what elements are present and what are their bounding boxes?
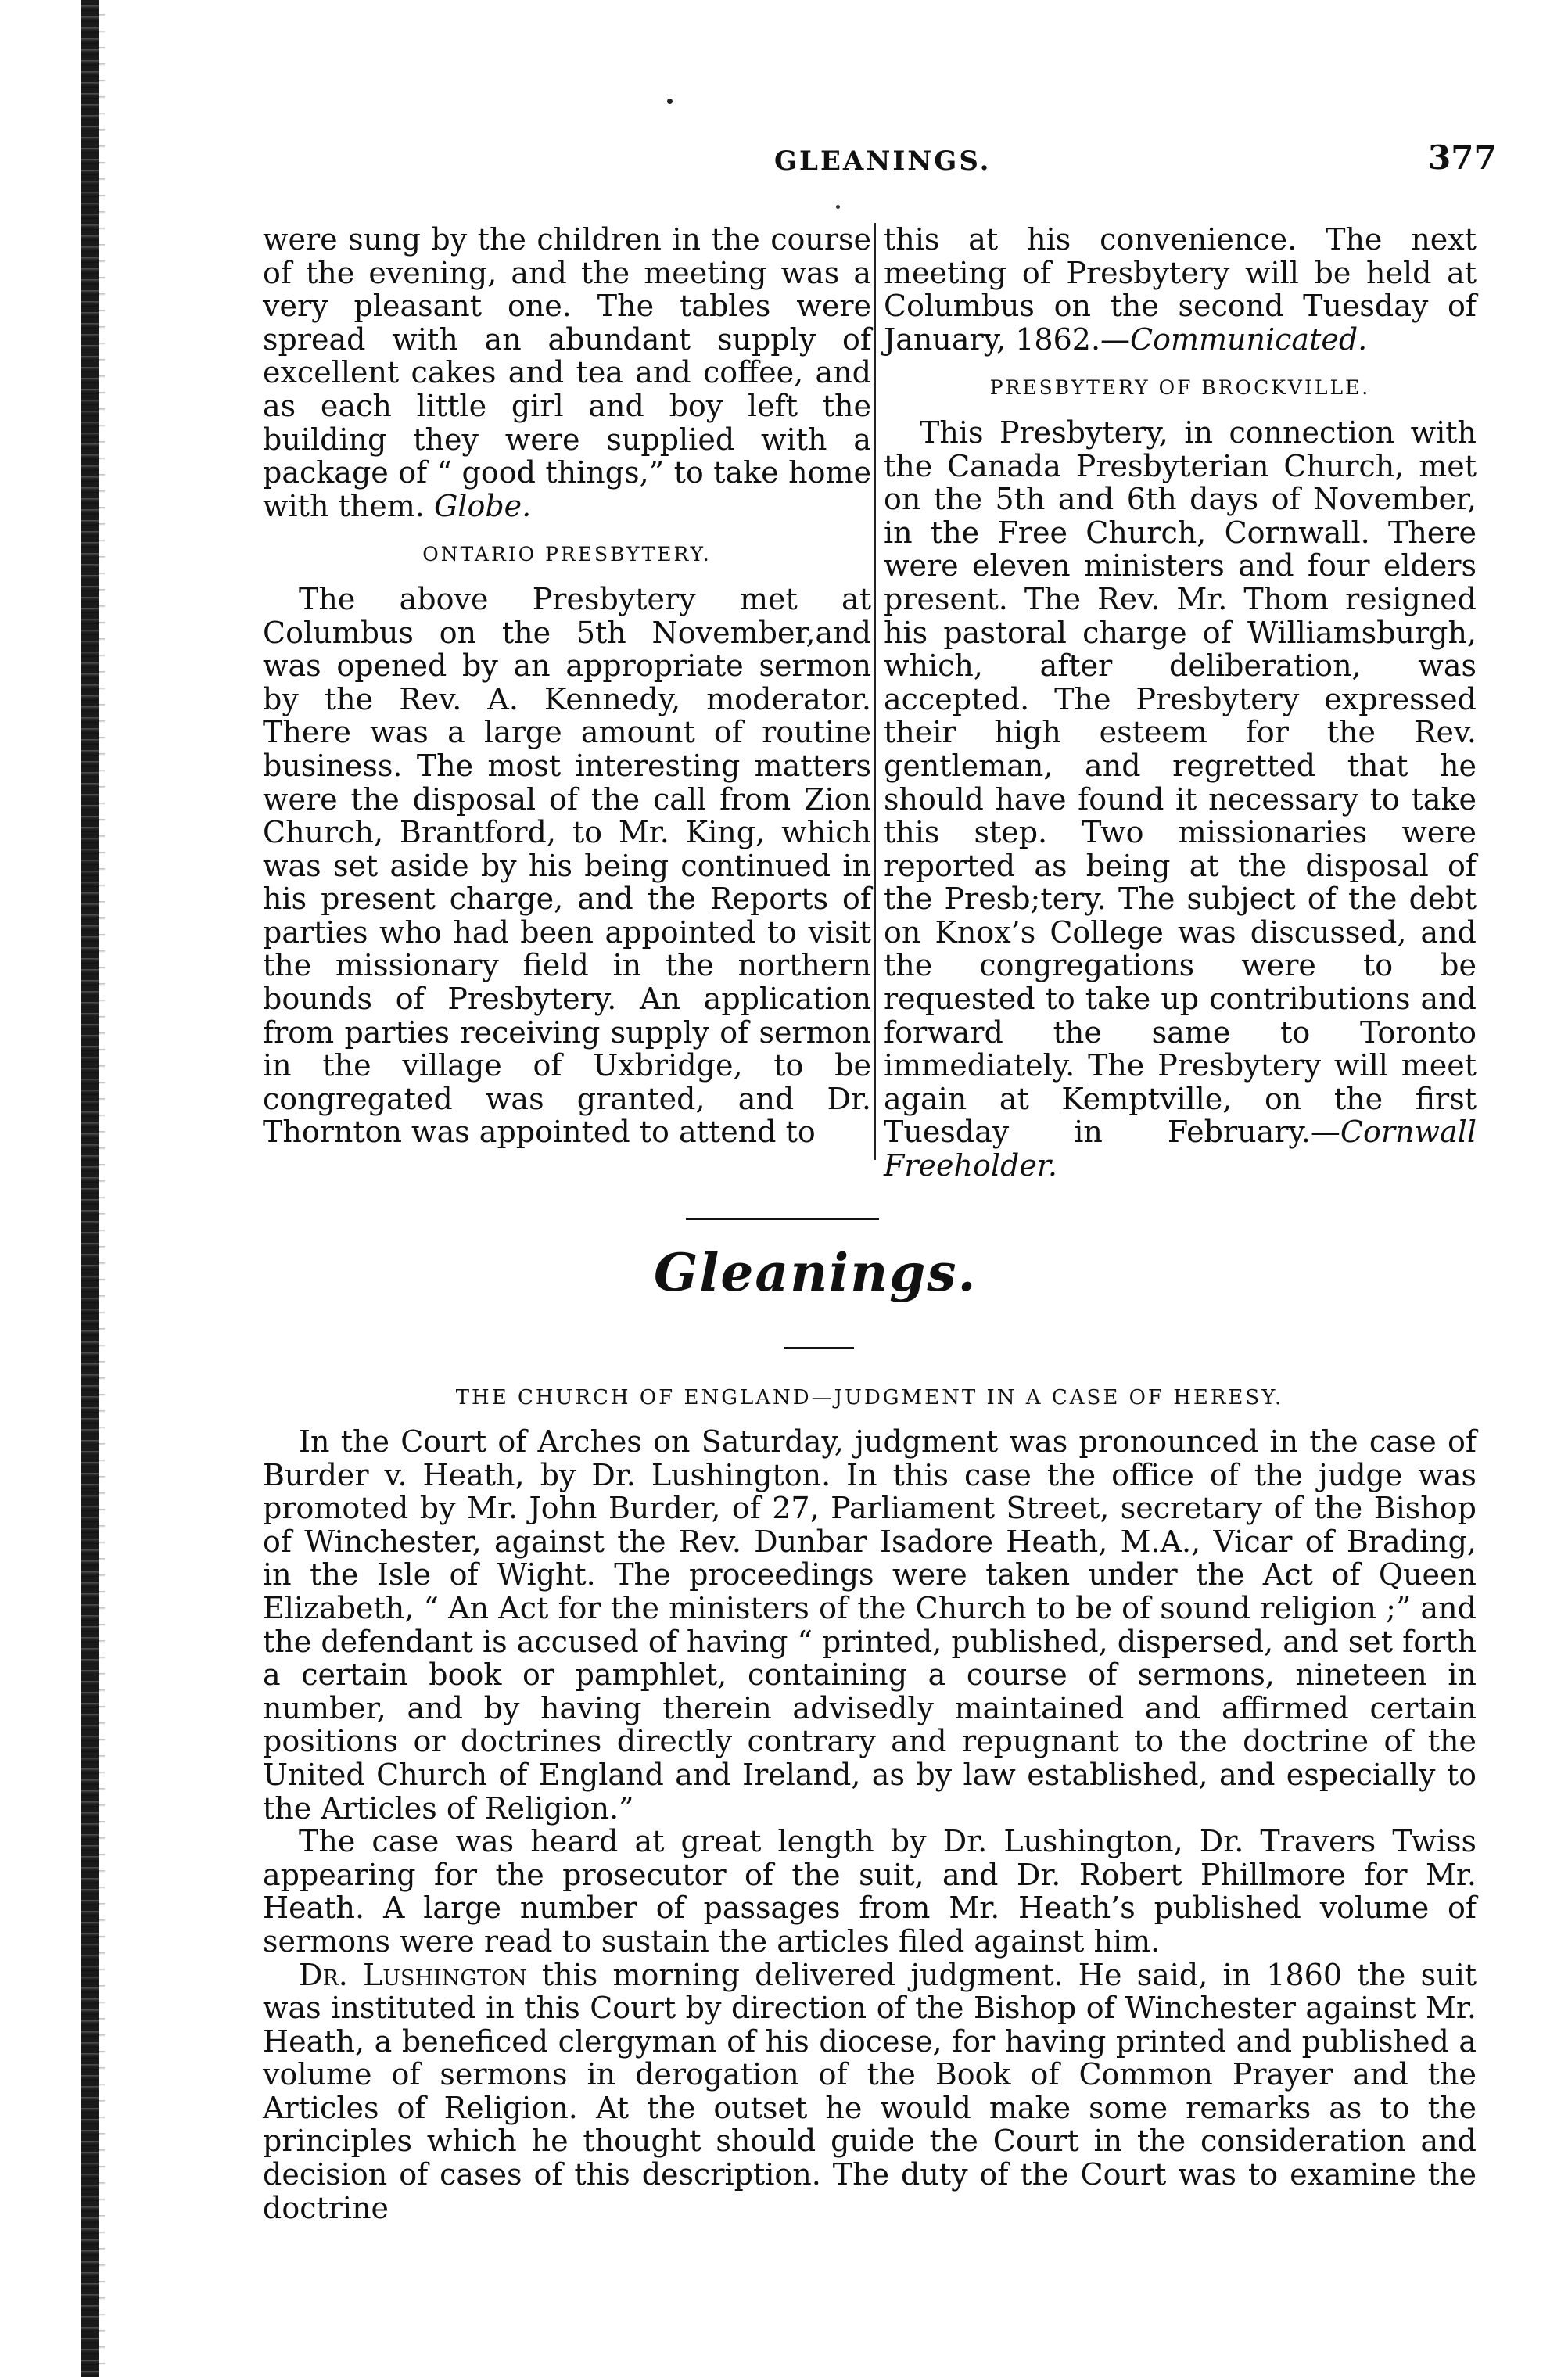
speaker-name: Dr. Lushington (299, 1957, 527, 1992)
article-heading: THE CHURCH OF ENGLAND—JUDGMENT IN A CASE OF HERESY. (455, 1386, 1284, 1409)
right-paragraph-2: This Presbytery, in connection with the Canada Presbyterian Church, met on the 5th and 6th days of November, in the Free Church, Cornwall. There were eleven ministers and four elders present. The Rev. Mr. Thom resigned his pastoral charge of Williamsburgh, which, after deliberation, was accepted. The Presbytery expressed their high esteem for the Rev. gentleman, and regretted that he should have found it necessary to take this step. Two missionaries were reported as being at the disposal of the Presb;tery. The subject of the debt on Knox’s College was discussed, and the congregations were to be requested to take up contributions and forward the same to Toronto immediately. The Presbytery will meet again at Kemptville, on the first Tuesday in February.—Cornwall Freeholder. (884, 415, 1477, 1183)
article-paragraph-2: The case was heard at great length by Dr. Lushington, Dr. Travers Twiss appearing for the prosecutor of the suit, and Dr. Robert Phillmore for Mr. Heath. A large number of passages from Mr. Heath’s published volume of sermons were read to sustain the articles filed against him. (263, 1824, 1477, 1959)
source-globe: Globe. (433, 488, 532, 523)
page-binding-speckle (99, 0, 105, 2377)
page-binding-edge (81, 0, 99, 2377)
subhead-ontario-presbytery: ONTARIO PRESBYTERY. (422, 543, 712, 566)
source-communicated: Communicated. (1130, 321, 1368, 357)
section-title-gleanings: Gleanings. (654, 1242, 978, 1303)
ink-dot-small (836, 205, 840, 209)
right-paragraph-1: this at his convenience. The next meeting of Presbytery will be held at Columbus on the second Tuesday of January, 1862.—Communicated. (884, 222, 1477, 357)
running-title: GLEANINGS. (774, 145, 992, 177)
article-body (263, 1425, 1477, 2224)
subhead-presbytery-of-brockville: PRESBYTERY OF BROCKVILLE. (989, 376, 1371, 400)
column-divider (874, 223, 876, 1160)
source-cornwall-freeholder: Cornwall Freeholder. (884, 1115, 1477, 1183)
right-column (884, 223, 1477, 1183)
ink-dot (667, 99, 673, 104)
left-paragraph-1: were sung by the children in the course of the evening, and the meeting was a very pleasant one. The tables were spread with an abundant supply of excellent cakes and tea and coffee, and as each little girl and boy left the building they were supplied with a package of “ good things,” to take home with them. Globe. (263, 222, 871, 523)
page-number: 377 (1428, 138, 1497, 177)
section-rule-short (784, 1347, 854, 1349)
section-rule (686, 1218, 879, 1220)
left-column (263, 223, 871, 1149)
left-paragraph-2: The above Presbytery met at Columbus on the 5th November,and was opened by an appropriate sermon by the Rev. A. Kennedy, moderator. There was a large amount of routine business. The most interesting matters were the disposal of the call from Zion Church, Brantford, to Mr. King, which was set aside by his being continued in his present charge, and the Reports of parties who had been appointed to visit the missionary field in the northern bounds of Presbytery. An application from parties receiving supply of sermon in the village of Uxbridge, to be congregated was granted, and Dr. Thornton was appointed to attend to (263, 581, 871, 1150)
article-paragraph-3: Dr. Lushington this morning delivered judgment. He said, in 1860 the suit was instituted in this Court by direction of the Bishop of Winchester against Mr. Heath, a beneficed clergyman of his diocese, for having printed and published a volume of sermons in derogation of the Book of Common Prayer and the Articles of Religion. At the outset he would make some remarks as to the principles which he thought should guide the Court in the consideration and decision of cases of this description. The duty of the Court was to examine the doctrine (263, 1957, 1477, 2225)
article-paragraph-1: In the Court of Arches on Saturday, judgment was pronounced in the case of Burder v. Heath, by Dr. Lushington. In this case the office of the judge was promoted by Mr. John Burder, of 27, Parliament Street, secretary of the Bishop of Winchester, against the Rev. Dunbar Isadore Heath, M.A., Vicar of Brading, in the Isle of Wight. The proceedings were taken under the Act of Queen Elizabeth, “ An Act for the ministers of the Church to be of sound religion ;” and the defendant is accused of having “ printed, published, dispersed, and set forth a certain book or pamphlet, containing a course of sermons, nineteen in number, and by having therein advisedly maintained and affirmed certain positions or doctrines directly contrary and repugnant to the doctrine of the United Church of England and Ireland, as by law established, and especially to the Articles of Religion.” (263, 1424, 1477, 1826)
